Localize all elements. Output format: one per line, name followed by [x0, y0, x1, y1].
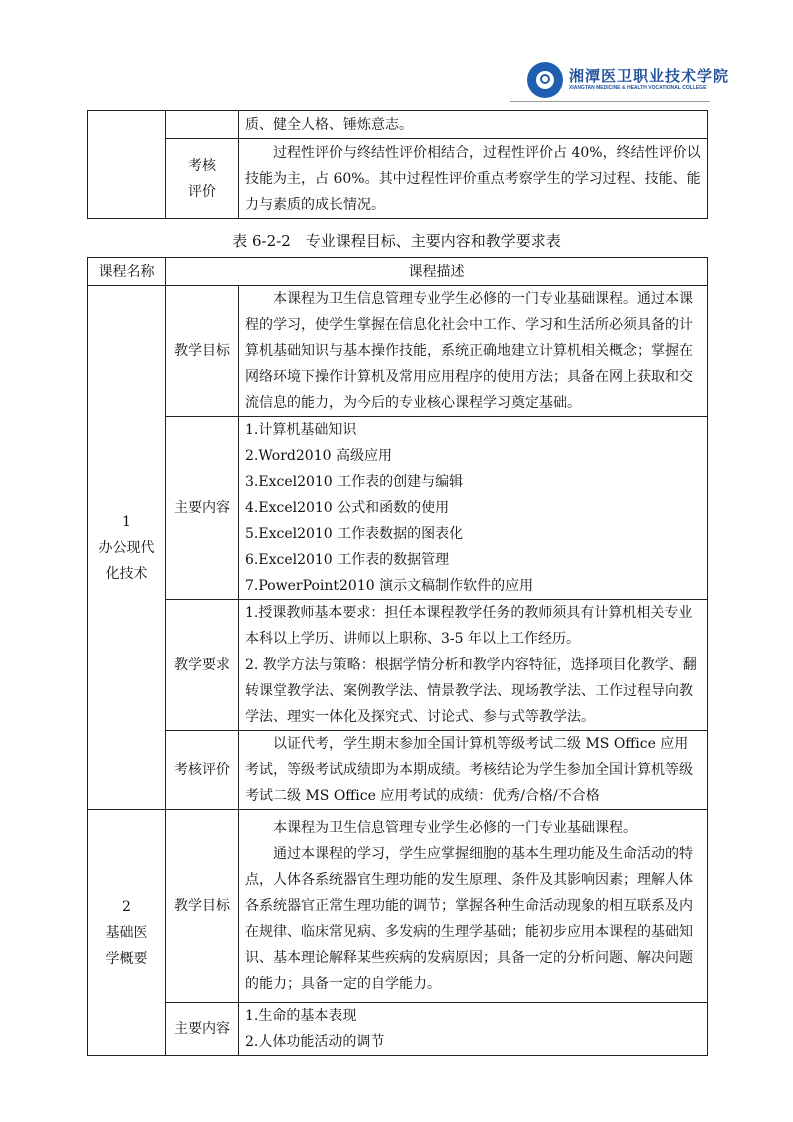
college-logo [527, 62, 729, 98]
row-label: 教学要求 [166, 600, 239, 731]
cell-text: 本课程为卫生信息管理专业学生必修的一门专业基础课程。 通过本课程的学习，学生应掌握细胞的基本生理功能及生命活动的特点，人体各系统器官生理功能的发生原理、条件及其影响因素；理解人体各系统器官正常生理功能的调节；掌握各种生命活动现象的相互联系及内在规律、临床常见病、多发病的生理学基础；能初步应用本课程的基础知识、基本理论解释某些疾病的发病原因；具备一定的分析问题、解决问题的能力；具备一定的自学能力。 [239, 810, 708, 1003]
table-row [88, 1003, 708, 1056]
course-name: 2 基础医学概要 [88, 810, 166, 1056]
cell-text: 1.授课教师基本要求：担任本课程教学任务的教师须具有计算机相关专业本科以上学历、讲师以上职称、3-5 年以上工作经历。 2. 教学方法与策略：根据学情分析和教学内容特征，选择项目化教学、翻转课堂教学法、案例教学法、情景教学法、现场教学法、工作过程导向教学法、理实一体化及探究式、讨论式、参与式等教学法。 [239, 600, 708, 731]
header-course-description: 课程描述 [166, 258, 708, 286]
table-row [88, 731, 708, 810]
logo-chinese-name: 湘潭医卫职业技术学院 [569, 67, 730, 85]
table-row [88, 139, 708, 219]
cell-text: 质、健全人格、锤炼意志。 [239, 111, 708, 139]
table-header-row [88, 258, 708, 286]
content-list: 1.计算机基础知识 2.Word2010 高级应用 3.Excel2010 工作表的创建与编辑 4.Excel2010 公式和函数的使用 5.Excel2010 工作表数据的图表化 6.Excel2010 工作表的数据管理 7.PowerPoint2010 演示文稿制作软件的应用 [239, 417, 708, 600]
continued-table [87, 110, 708, 219]
row-label: 教学目标 [166, 810, 239, 1003]
table-row [88, 600, 708, 731]
row-label: 主要内容 [166, 1003, 239, 1056]
cell-text: 以证代考，学生期末参加全国计算机等级考试二级 MS Office 应用考试，等级考试成绩即为本期成绩。考核结论为学生参加全国计算机等级考试二级 MS Office 应用考试的成绩：优秀/合格/不合格 [239, 731, 708, 810]
header-course-name: 课程名称 [88, 258, 166, 286]
college-emblem-icon [527, 62, 563, 98]
row-label: 考核 评价 [166, 139, 239, 219]
table-row [88, 286, 708, 417]
course-name: 1 办公现代化技术 [88, 286, 166, 810]
content-list: 1.生命的基本表现 2.人体功能活动的调节 [239, 1003, 708, 1056]
logo-english-name: XIANGTAN MEDICINE & HEALTH VOCATIONAL COLLEGE [569, 85, 707, 91]
table-row [88, 417, 708, 600]
cell-text: 过程性评价与终结性评价相结合，过程性评价占 40%，终结性评价以技能为主，占 60%。其中过程性评价重点考察学生的学习过程、技能、能力与素质的成长情况。 [239, 139, 708, 219]
course-table [87, 257, 708, 1056]
header-divider [510, 101, 710, 102]
row-label: 教学目标 [166, 286, 239, 417]
table-row [88, 810, 708, 1003]
row-label: 主要内容 [166, 417, 239, 600]
row-label: 考核评价 [166, 731, 239, 810]
cell-text: 本课程为卫生信息管理专业学生必修的一门专业基础课程。通过本课程的学习，使学生掌握在信息化社会中工作、学习和生活所必须具备的计算机基础知识与基本操作技能，系统正确地建立计算机相关概念；掌握在网络环境下操作计算机及常用应用程序的使用方法；具备在网上获取和交流信息的能力，为今后的专业核心课程学习奠定基础。 [239, 286, 708, 417]
table-caption: 表 6-2-2 专业课程目标、主要内容和教学要求表 [232, 232, 561, 250]
table-row [88, 111, 708, 139]
